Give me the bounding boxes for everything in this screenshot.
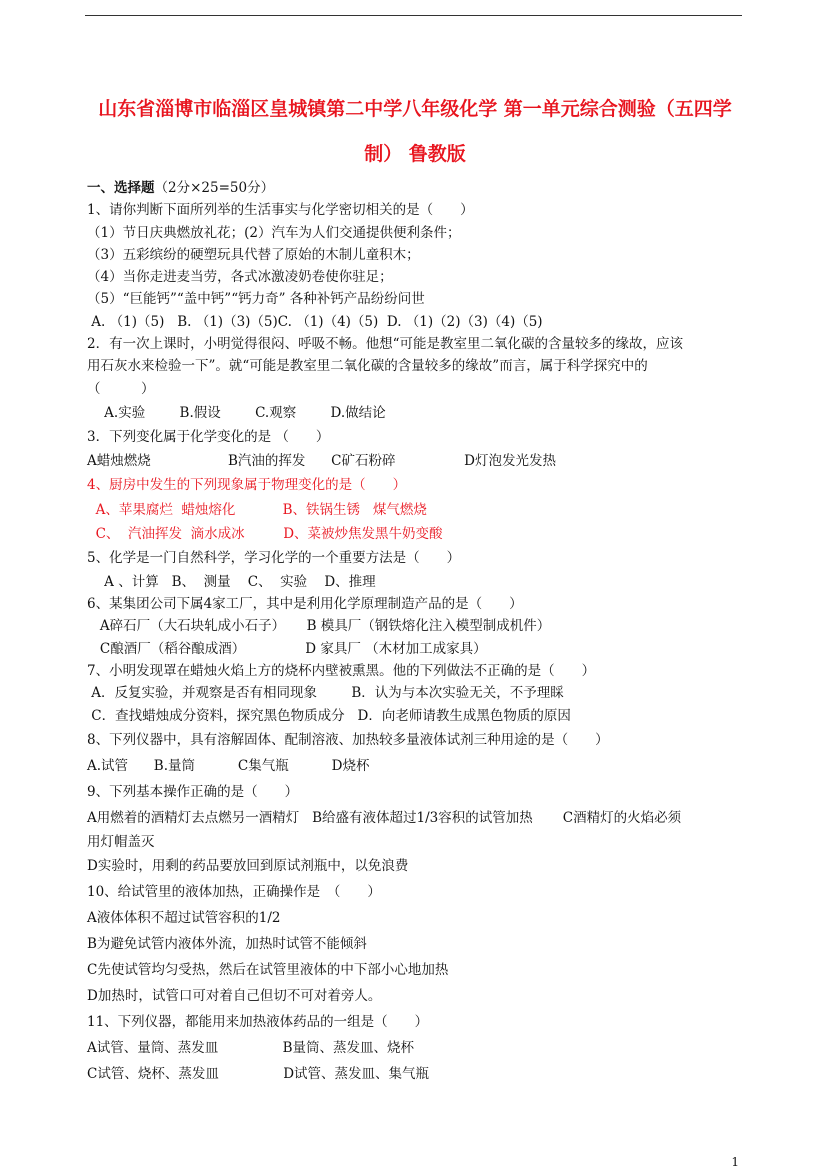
- q10-stem: 10、给试管里的液体加热，正确操作是 （ ）: [87, 884, 381, 901]
- q8-stem: 8、下列仪器中，具有溶解固体、配制溶液、加热较多量液体试剂三种用途的是（ ）: [87, 731, 609, 748]
- q6-options-ab: A碎石厂（大石块轧成小石子） B 模具厂（钢铁熔化注入模型制成机件）: [87, 618, 551, 635]
- q3-options: A蜡烛燃烧 B汽油的挥发 C矿石粉碎 D灯泡发光发热: [87, 453, 556, 470]
- q2-options: A.实验 B.假设 C.观察 D.做结论: [87, 404, 386, 421]
- q9-stem: 9、下列基本操作正确的是（ ）: [87, 783, 299, 800]
- document-body: [87, 177, 757, 1087]
- q2-blank: （ ）: [87, 380, 155, 397]
- q10-option-d: D加热时，试管口可对着自己但切不可对着旁人。: [87, 988, 382, 1005]
- q9-option-abc: A用燃着的酒精灯去点燃另一酒精灯 B给盛有液体超过1/3容积的试管加热 C酒精灯的火焰必须: [87, 809, 682, 826]
- q9-option-c-cont: 用灯帽盖灭: [87, 833, 155, 850]
- q10-option-c: C先使试管均匀受热，然后在试管里液体的中下部小心地加热: [87, 962, 449, 979]
- page-number: 1: [731, 1155, 739, 1169]
- page-title-line1: 山东省淄博市临淄区皇城镇第二中学八年级化学 第一单元综合测验（五四学: [98, 98, 732, 120]
- q1-stem: 1、请你判断下面所列举的生活事实与化学密切相关的是（ ）: [87, 202, 474, 219]
- q11-options-ab: A试管、量筒、蒸发皿 B量筒、蒸发皿、烧杯: [87, 1040, 415, 1057]
- q4-options-ab: A、苹果腐烂 蜡烛熔化 B、铁锅生锈 煤气燃烧: [87, 501, 427, 518]
- q10-option-b: B为避免试管内液体外流，加热时试管不能倾斜: [87, 936, 367, 953]
- section-heading: [87, 177, 757, 199]
- section-score-note: （2分×25=50分）: [154, 180, 275, 196]
- q4-stem: 4、厨房中发生的下列现象属于物理变化的是（ ）: [87, 477, 407, 494]
- q10-option-a: A液体体积不超过试管容积的1/2: [87, 910, 281, 927]
- q7-stem: 7、小明发现罩在蜡烛火焰上方的烧杯内壁被熏黑。他的下列做法不正确的是（ ）: [87, 663, 596, 680]
- q3-stem: 3．下列变化属于化学变化的是 （ ）: [87, 428, 330, 445]
- q7-options-cd: C．查找蜡烛成分资料，探究黑色物质成分 D．向老师请教生成黑色物质的原因: [87, 707, 571, 724]
- q9-option-d: D实验时，用剩的药品要放回到原试剂瓶中，以免浪费: [87, 858, 409, 875]
- q1-item: （4）当你走进麦当劳，各式冰激凌奶卷使你驻足；: [87, 269, 393, 286]
- q1-item: （3）五彩缤纷的硬塑玩具代替了原始的木制儿童积木；: [87, 246, 420, 263]
- q2-stem: 2．有一次上课时，小明觉得很闷、呼吸不畅。他想“可能是教室里二氧化碳的含量较多的缘故，应该: [87, 336, 683, 353]
- q5-options: A 、计算 B、 测量 C、 实验 D、推理: [87, 573, 376, 590]
- q8-options: A.试管 B.量筒 C集气瓶 D烧杯: [87, 757, 370, 774]
- q1-item: （1）节日庆典燃放礼花；(2）汽车为人们交通提供便利条件；: [87, 224, 461, 241]
- q1-item: （5）“巨能钙”“盖中钙”“钙力奇” 各种补钙产品纷纷问世: [87, 291, 425, 308]
- section-label: 一、选择题: [87, 180, 155, 196]
- q6-stem: 6、某集团公司下属4家工厂，其中是利用化学原理制造产品的是（ ）: [87, 596, 523, 613]
- q4-options-cd: C、 汽油挥发 滴水成冰 D、菜被炒焦发黑牛奶变酸: [87, 525, 443, 542]
- q1-options: A. （1)（5) B. （1)（3)（5)C. （1)（4)（5) D. （1)（2)（3)（4)（5): [87, 313, 543, 330]
- header-rule: [85, 15, 742, 16]
- page-title-line2: 制） 鲁教版: [364, 143, 466, 165]
- q2-stem-cont: 用石灰水来检验一下”。就“可能是教室里二氧化碳的含量较多的缘故”而言，属于科学探究中的: [87, 358, 648, 375]
- q6-options-cd: C酿酒厂（稻谷酿成酒） D 家具厂 （木材加工成家具）: [87, 640, 487, 657]
- q7-options-ab: A．反复实验，并观察是否有相同现象 B．认为与本次实验无关，不予理睬: [87, 685, 564, 702]
- q11-options-cd: C试管、烧杯、蒸发皿 D试管、蒸发皿、集气瓶: [87, 1066, 430, 1083]
- q11-stem: 11、下列仪器，都能用来加热液体药品的一组是（ ）: [87, 1014, 429, 1031]
- q5-stem: 5、化学是一门自然科学，学习化学的一个重要方法是（ ）: [87, 549, 461, 566]
